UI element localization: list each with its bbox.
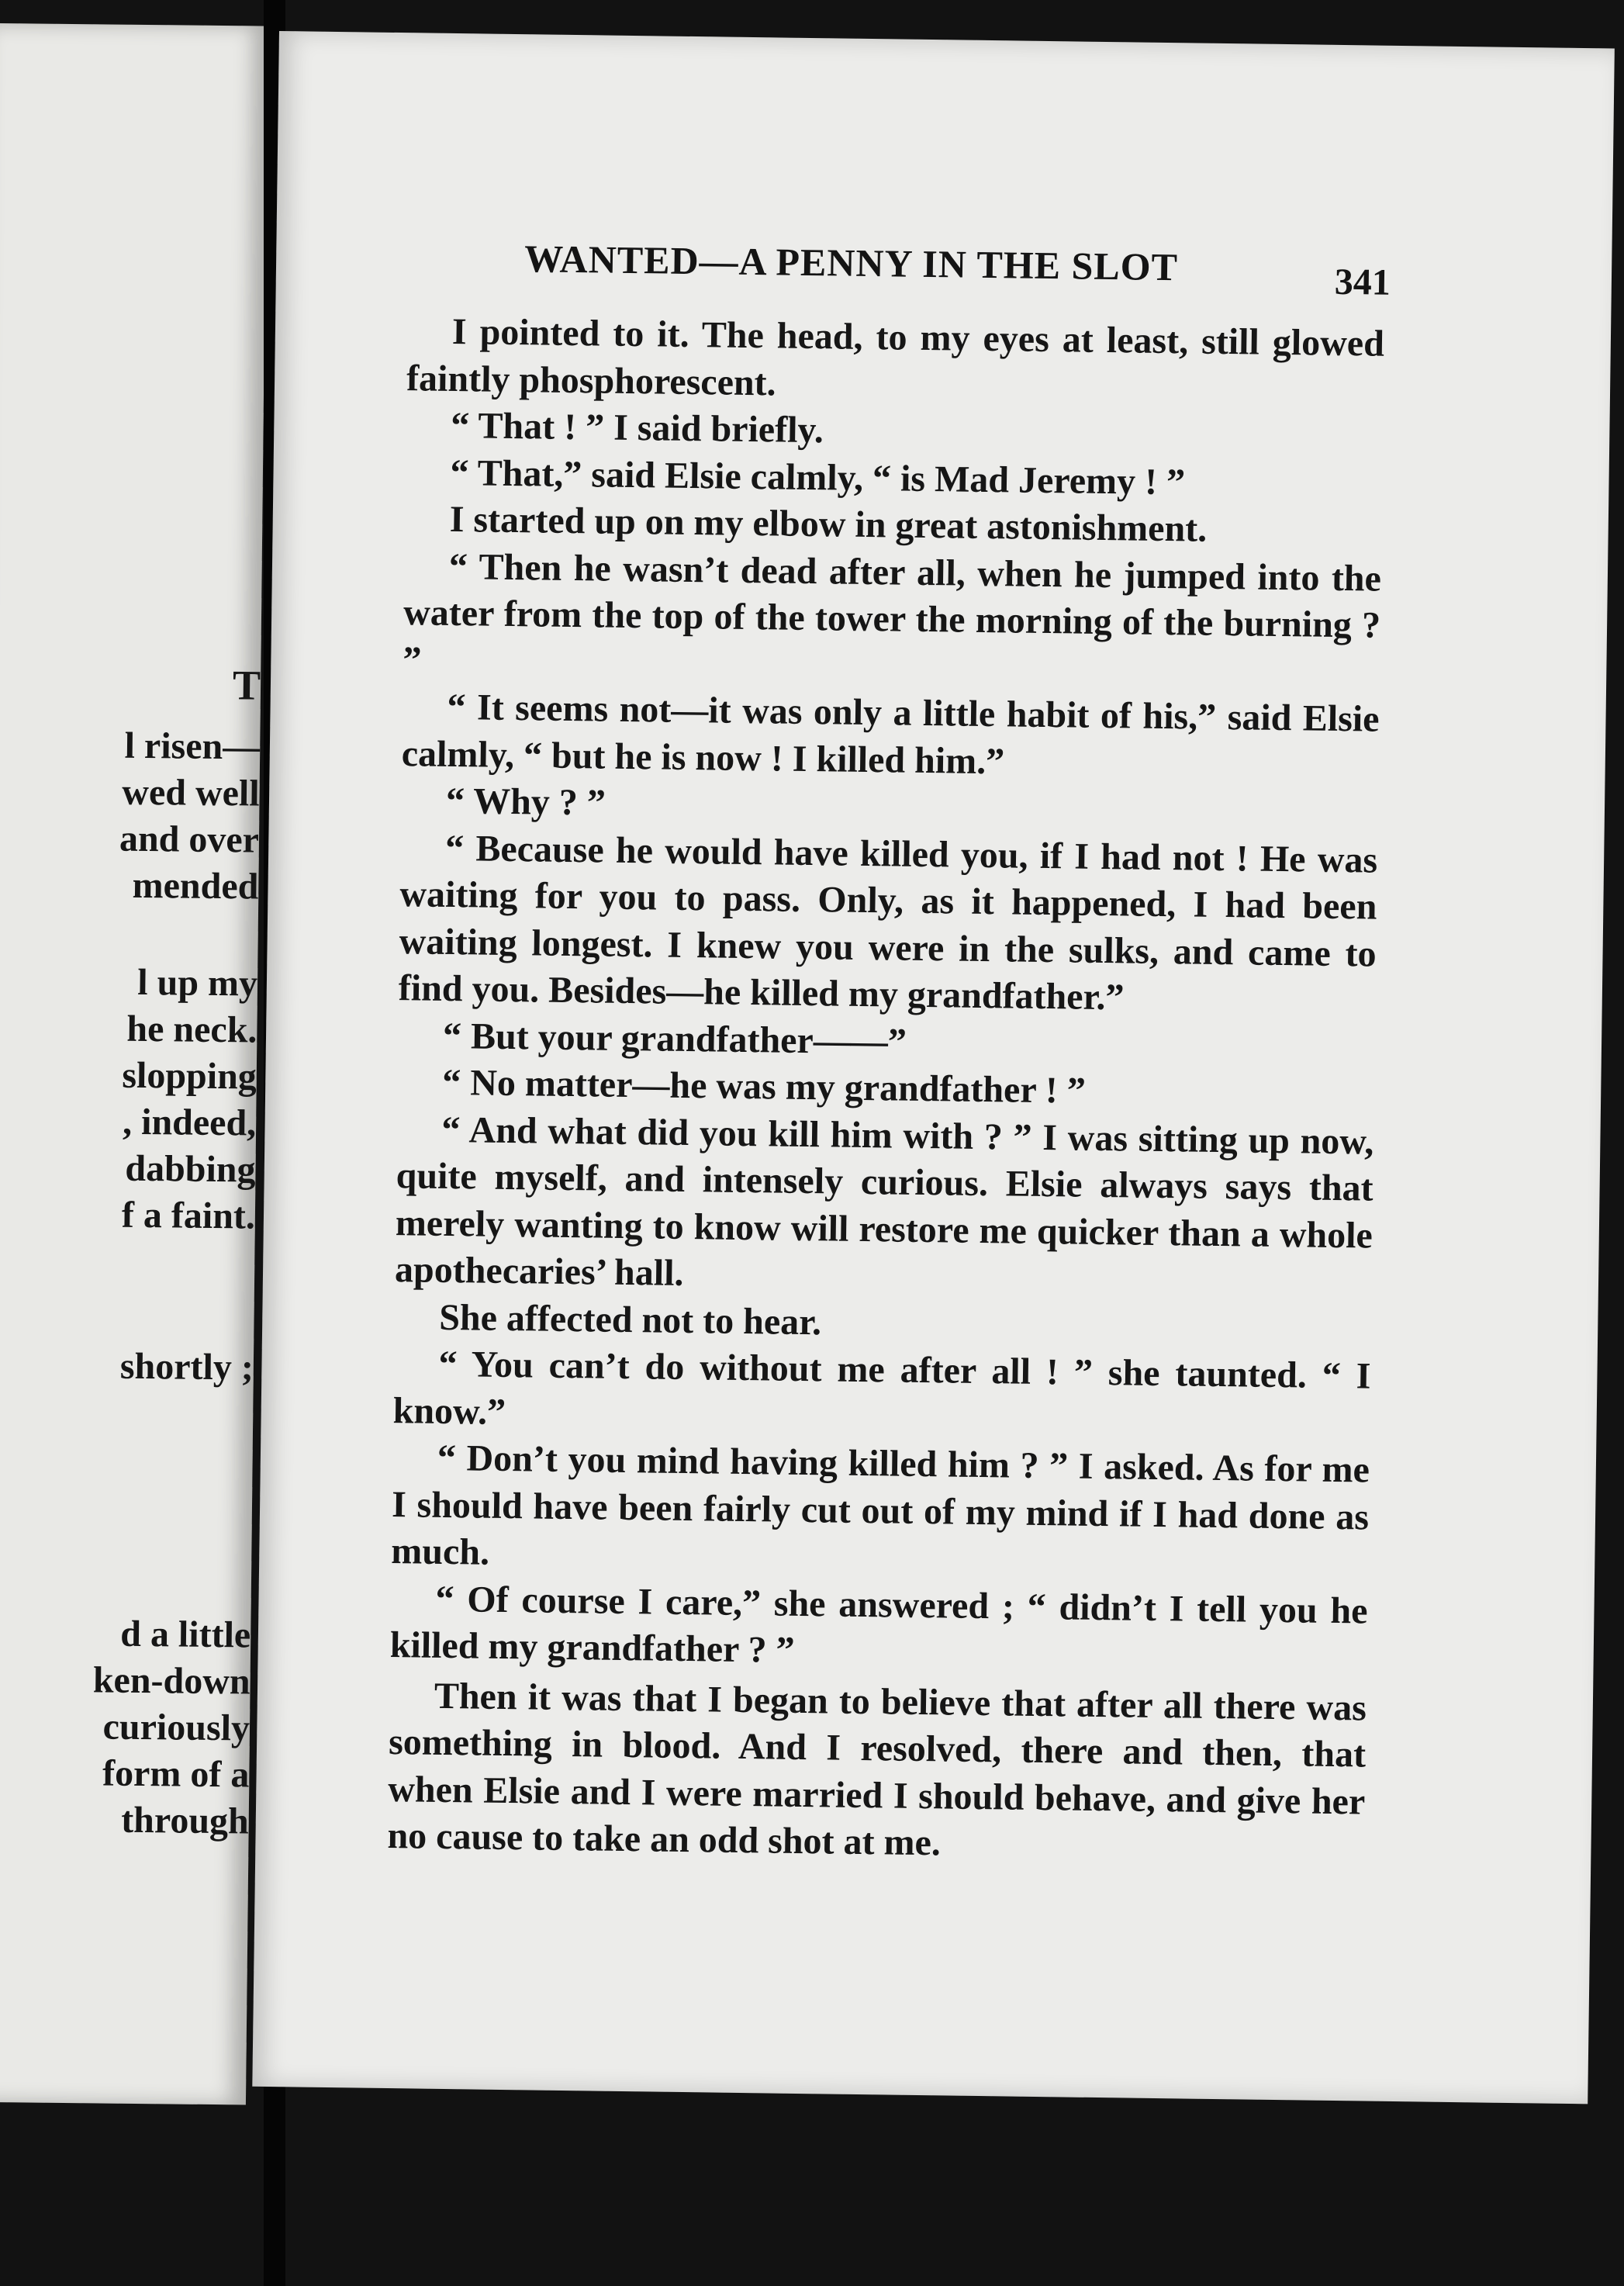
facing-page-line: shortly ; [119,1345,254,1389]
facing-page-line: wed well [122,771,260,814]
paragraph: “ Don’t you mind having killed him ? ” I asked. As for me I should have been fairly cut out of my mind if I had done as much. [391,1437,1370,1573]
facing-page-line: he neck. [126,1008,257,1051]
facing-page-line: l risen— [124,725,261,768]
paragraph: I started up on my elbow in great astonishment. [449,498,1208,550]
facing-page-fragment [0,1342,254,1392]
paragraph: “ That ! ” I said briefly. [451,404,824,451]
paragraph: I pointed to it. The head, to my eyes at least, still glowed faintly phosphorescent. [406,310,1385,403]
facing-page-line: d a little [120,1613,251,1656]
facing-page-fragment [0,659,261,709]
facing-page-line: through [120,1799,250,1842]
paragraph: “ You can’t do without me after all ! ” she taunted. “ I know.” [392,1343,1371,1433]
paragraph: Then it was that I began to believe that after all there was something in blood. And I resolved, there and then, that when Elsie and I were married I should behave, and give her no cause to take an odd shot at me. [387,1675,1367,1864]
facing-page-line: form of a [102,1752,250,1796]
paragraph: “ That,” said Elsie calmly, “ is Mad Jeremy ! ” [450,451,1186,503]
paragraph: She affected not to hear. [438,1296,822,1343]
facing-page-line: and over [119,818,260,861]
facing-page-line: mended [132,864,259,908]
facing-page-fragment [0,1610,251,1845]
paragraph: “ It seems not—it was only a little habit of his,” said Elsie calmly, “ but he is now ! I killed him.” [401,686,1380,782]
facing-page-fragment [0,958,257,1240]
facing-page-line: T [232,662,261,709]
book-page [252,31,1615,2104]
page-body [387,308,1384,1873]
facing-page [0,23,268,2104]
paragraph: “ Because he would have killed you, if I had not ! He was waiting for you to pass. Only, as it happened, I had been waiting longest. I knew you were in the sulks, and came to find you. Besides—he killed my grandfather.” [398,827,1378,1018]
facing-page-line: ken-down [92,1659,251,1703]
paragraph: “ No matter—he was my grandfather ! ” [441,1061,1087,1112]
facing-page-line: curiously [102,1706,251,1749]
paragraph: “ Of course I care,” she answered ; “ didn’t I tell you he killed my grandfather ? ” [389,1578,1368,1671]
page-number: 341 [1334,261,1391,303]
facing-page-line: slopping [122,1054,257,1098]
running-head [523,236,1533,303]
running-head-title: WANTED—A PENNY IN THE SLOT [523,237,1179,289]
paragraph: “ Why ? ” [445,780,606,824]
facing-page-fragment [0,721,261,911]
facing-page-line: , indeed, [122,1101,257,1144]
paragraph: “ And what did you kill him with ? ” I was sitting up now, quite myself, and intensely curious. Elsie always says that merely wanting to know will restore me quicker than a whole apothecaries’ hall. [394,1108,1374,1294]
facing-page-line: dabbing [125,1147,256,1191]
facing-page-line: f a faint. [121,1194,256,1237]
paragraph: “ Then he wasn’t dead after all, when he jumped into the water from the top of the tower the morning of the burning ? ” [403,545,1382,680]
facing-page-line: l up my [137,961,258,1005]
paragraph: “ But your grandfather——” [442,1015,907,1063]
